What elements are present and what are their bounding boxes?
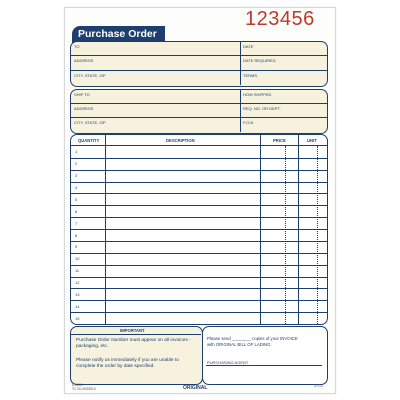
table-row-number: 10 (75, 256, 80, 262)
divider (71, 55, 327, 56)
table-row-line (71, 253, 327, 254)
form-title: Purchase Order (72, 26, 165, 43)
ship-to-label: SHIP TO (74, 92, 90, 97)
invoice-note-line-2: with ORIGINAL BILL OF LADING. (207, 342, 272, 347)
table-row-line (71, 300, 327, 301)
table-header-underline (71, 145, 327, 146)
table-row-line (71, 241, 327, 242)
table-row-line (71, 205, 327, 206)
divider (240, 42, 241, 85)
col-header-price: PRICE (273, 138, 286, 143)
table-row-number: 4 (75, 185, 78, 191)
table-row-number: 13 (75, 291, 80, 297)
table-row-line (71, 288, 327, 289)
table-row-number: 8 (75, 232, 78, 238)
cents-divider (285, 146, 286, 324)
table-row-line (71, 158, 327, 159)
po-number: 123456 (245, 8, 315, 30)
col-header-quantity: QUANTITY (78, 138, 100, 143)
table-row-number: 12 (75, 279, 80, 285)
form-code-left-2: TC 00-000000-0 (72, 387, 97, 391)
table-row-number: 11 (75, 268, 80, 274)
table-row-line (71, 170, 327, 171)
how-shipped-label: HOW SHIPPED (243, 92, 272, 97)
col-header-unit: UNIT (307, 138, 317, 143)
fob-label: F.O.B. (243, 120, 255, 125)
table-row-number: 15 (75, 315, 80, 321)
important-heading: IMPORTANT (120, 328, 145, 333)
divider (240, 90, 241, 132)
date-required-label: DATE REQUIRED (243, 58, 276, 63)
ship-city-label: CITY, STATE, ZIP (74, 120, 106, 125)
city-label: CITY, STATE, ZIP (74, 73, 106, 78)
table-row-line (71, 312, 327, 313)
divider (71, 103, 327, 104)
table-row-line (71, 265, 327, 266)
divider (71, 334, 201, 335)
invoice-note-line-1: Please send ________ copies of your INVOICE (207, 336, 298, 341)
important-note-1: Purchase Order Number must appear on all invoices - packaging, etc. (76, 338, 191, 349)
important-note-2: Please notify us immediately if you are unable to complete the order by date specified. (76, 358, 179, 369)
table-row-line (71, 182, 327, 183)
table-row-number: 5 (75, 196, 78, 202)
copy-label: ORIGINAL (183, 385, 208, 391)
agent-signature-line (206, 365, 322, 366)
vendor-box (70, 41, 328, 87)
col-header-description: DESCRIPTION (166, 138, 195, 143)
table-row-number: 2 (75, 161, 78, 167)
cents-divider (317, 146, 318, 324)
address-label: ADDRESS (74, 58, 94, 63)
table-row-number: 14 (75, 303, 80, 309)
table-row-number: 9 (75, 244, 78, 250)
form-code-left: A 3016 (72, 383, 83, 387)
table-row-number: 7 (75, 220, 78, 226)
table-row-line (71, 217, 327, 218)
table-row-number: 1 (75, 149, 78, 155)
table-row-line (71, 229, 327, 230)
table-row-line (71, 193, 327, 194)
divider (71, 70, 327, 71)
divider (71, 117, 327, 118)
invoice-box (202, 326, 328, 385)
to-label: TO (74, 44, 80, 49)
ship-address-label: ADDRESS (74, 106, 94, 111)
table-row-line (71, 277, 327, 278)
terms-label: TERMS (243, 73, 257, 78)
table-row-number: 3 (75, 173, 78, 179)
table-row-number: 6 (75, 208, 78, 214)
purchasing-agent-label: PURCHASING AGENT (207, 360, 249, 365)
form-code-right: U.S.A. (314, 384, 324, 388)
date-label: DATE (243, 44, 254, 49)
req-no-label: REQ. NO. OR DEPT. (243, 106, 281, 111)
ship-box (70, 89, 328, 134)
